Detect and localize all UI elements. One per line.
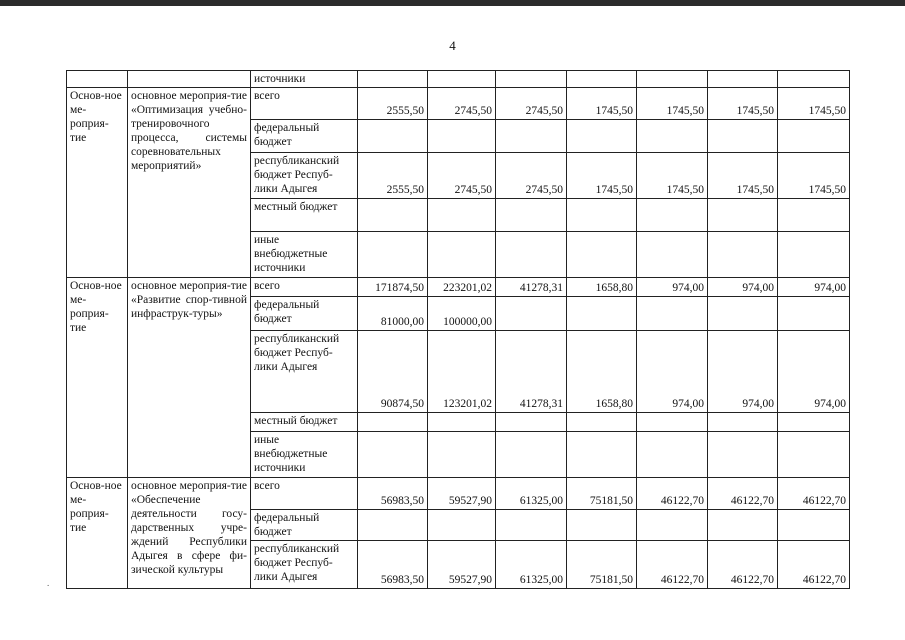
amount-cell <box>778 413 850 432</box>
empty-cell <box>128 71 251 88</box>
amount-cell: 46122,70 <box>708 478 778 510</box>
amount-cell: 41278,31 <box>496 278 567 297</box>
amount-cell <box>496 413 567 432</box>
budget-table <box>66 70 850 589</box>
amount-cell <box>428 232 496 278</box>
amount-cell <box>778 232 850 278</box>
amount-cell <box>778 199 850 232</box>
amount-cell: 1658,80 <box>567 278 637 297</box>
amount-cell <box>358 232 428 278</box>
funding-source-cell: республиканский бюджет Респуб-лики Адыгея <box>251 541 358 589</box>
amount-cell: 75181,50 <box>567 541 637 589</box>
amount-cell: 974,00 <box>778 331 850 413</box>
amount-cell: 75181,50 <box>567 478 637 510</box>
amount-cell <box>708 413 778 432</box>
amount-cell <box>637 432 708 478</box>
funding-source-cell: местный бюджет <box>251 413 358 432</box>
amount-cell <box>708 510 778 541</box>
amount-cell <box>637 510 708 541</box>
amount-cell <box>428 413 496 432</box>
event-name-cell: основное мероприя-тие «Развитие спор-тивной инфраструк-туры» <box>128 278 251 478</box>
amount-cell: 974,00 <box>778 278 850 297</box>
funding-source-cell: федеральный бюджет <box>251 297 358 331</box>
measure-type-cell: Основ-ное ме-роприя-тие <box>67 478 128 589</box>
empty-cell <box>496 71 567 88</box>
amount-cell <box>358 432 428 478</box>
amount-cell <box>567 432 637 478</box>
amount-cell <box>637 297 708 331</box>
amount-cell: 974,00 <box>708 278 778 297</box>
amount-cell: 61325,00 <box>496 478 567 510</box>
funding-source-cell: иные внебюджетные источники <box>251 232 358 278</box>
amount-cell: 2745,50 <box>496 88 567 120</box>
funding-source-cell: всего <box>251 88 358 120</box>
amount-cell: 2555,50 <box>358 153 428 199</box>
funding-source-cell: федеральный бюджет <box>251 510 358 541</box>
amount-cell <box>428 199 496 232</box>
amount-cell <box>778 432 850 478</box>
empty-cell <box>708 71 778 88</box>
amount-cell <box>567 413 637 432</box>
amount-cell <box>637 120 708 153</box>
amount-cell: 223201,02 <box>428 278 496 297</box>
amount-cell <box>428 510 496 541</box>
amount-cell: 1658,80 <box>567 331 637 413</box>
amount-cell: 100000,00 <box>428 297 496 331</box>
amount-cell: 61325,00 <box>496 541 567 589</box>
event-name-cell: основное мероприя-тие «Оптимизация учебно-тренировочного процесса, системы соревновательных мероприятий» <box>128 88 251 278</box>
amount-cell: 46122,70 <box>708 541 778 589</box>
amount-cell: 56983,50 <box>358 478 428 510</box>
event-name-cell: основное мероприя-тие «Обеспечение деятельности госу-дарственных учре-ждений Республики Адыгея в сфере фи-зической культуры <box>128 478 251 589</box>
amount-cell: 46122,70 <box>637 541 708 589</box>
amount-cell <box>708 120 778 153</box>
empty-cell <box>358 71 428 88</box>
empty-cell <box>778 71 850 88</box>
table-row <box>67 71 850 88</box>
amount-cell <box>778 510 850 541</box>
amount-cell: 1745,50 <box>708 153 778 199</box>
funding-source-cell: всего <box>251 478 358 510</box>
measure-type-cell: Основ-ное ме-роприя-тие <box>67 278 128 478</box>
amount-cell: 46122,70 <box>778 478 850 510</box>
amount-cell: 2555,50 <box>358 88 428 120</box>
amount-cell: 2745,50 <box>428 88 496 120</box>
amount-cell <box>778 297 850 331</box>
amount-cell <box>358 510 428 541</box>
table-row <box>67 88 850 120</box>
empty-cell <box>428 71 496 88</box>
amount-cell: 1745,50 <box>637 88 708 120</box>
amount-cell <box>358 120 428 153</box>
amount-cell: 41278,31 <box>496 331 567 413</box>
amount-cell: 1745,50 <box>567 153 637 199</box>
amount-cell: 81000,00 <box>358 297 428 331</box>
amount-cell: 1745,50 <box>778 153 850 199</box>
funding-source-cell: всего <box>251 278 358 297</box>
amount-cell: 56983,50 <box>358 541 428 589</box>
amount-cell: 2745,50 <box>428 153 496 199</box>
amount-cell <box>567 510 637 541</box>
funding-source-cell: местный бюджет <box>251 199 358 232</box>
amount-cell: 974,00 <box>708 331 778 413</box>
amount-cell <box>567 232 637 278</box>
funding-source-cell: республиканский бюджет Респуб-лики Адыгея <box>251 331 358 413</box>
amount-cell <box>567 297 637 331</box>
amount-cell <box>496 510 567 541</box>
scan-speck: . <box>47 578 50 588</box>
amount-cell <box>778 120 850 153</box>
amount-cell <box>358 413 428 432</box>
amount-cell <box>496 199 567 232</box>
amount-cell: 59527,90 <box>428 541 496 589</box>
amount-cell <box>428 120 496 153</box>
table-row <box>67 278 850 297</box>
empty-cell <box>637 71 708 88</box>
amount-cell: 1745,50 <box>778 88 850 120</box>
amount-cell: 46122,70 <box>778 541 850 589</box>
funding-source-cell: республиканский бюджет Респуб-лики Адыгея <box>251 153 358 199</box>
amount-cell: 2745,50 <box>496 153 567 199</box>
amount-cell: 90874,50 <box>358 331 428 413</box>
amount-cell: 974,00 <box>637 278 708 297</box>
amount-cell: 1745,50 <box>567 88 637 120</box>
amount-cell: 974,00 <box>637 331 708 413</box>
amount-cell: 171874,50 <box>358 278 428 297</box>
amount-cell: 1745,50 <box>708 88 778 120</box>
empty-cell <box>567 71 637 88</box>
amount-cell <box>708 432 778 478</box>
funding-source-cell: иные внебюджетные источники <box>251 432 358 478</box>
amount-cell <box>567 120 637 153</box>
measure-type-cell: Основ-ное ме-роприя-тие <box>67 88 128 278</box>
amount-cell <box>708 232 778 278</box>
page-number: 4 <box>449 38 456 53</box>
empty-cell <box>67 71 128 88</box>
amount-cell <box>428 432 496 478</box>
amount-cell <box>708 297 778 331</box>
amount-cell <box>637 232 708 278</box>
amount-cell: 59527,90 <box>428 478 496 510</box>
source-cell: источники <box>251 71 358 88</box>
amount-cell <box>708 199 778 232</box>
amount-cell <box>496 297 567 331</box>
amount-cell <box>358 199 428 232</box>
amount-cell <box>567 199 637 232</box>
amount-cell <box>637 413 708 432</box>
amount-cell: 123201,02 <box>428 331 496 413</box>
amount-cell <box>637 199 708 232</box>
amount-cell <box>496 432 567 478</box>
amount-cell: 46122,70 <box>637 478 708 510</box>
top-border <box>0 0 905 6</box>
table-row <box>67 478 850 510</box>
amount-cell <box>496 232 567 278</box>
amount-cell: 1745,50 <box>637 153 708 199</box>
amount-cell <box>496 120 567 153</box>
funding-source-cell: федеральный бюджет <box>251 120 358 153</box>
